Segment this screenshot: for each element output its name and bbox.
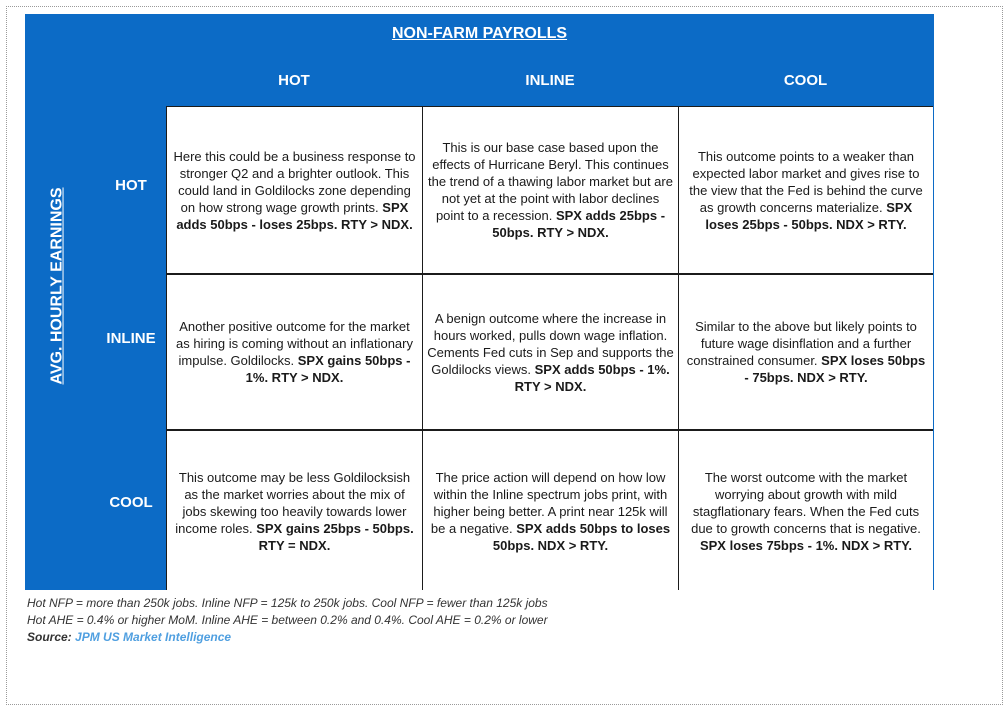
cell-text: This outcome points to a weaker than expected labor market and gives rise to the view that the Fed is behind the curve as growth concerns materialize.	[689, 148, 923, 215]
cell-cool-hot	[167, 431, 422, 592]
cell-text: The price action will depend on how low within the Inline spectrum jobs print, with higher being better. A print near 125k will be a negative.	[430, 470, 668, 536]
cell-hot-cool	[679, 107, 933, 273]
cell-inline-cool	[679, 275, 933, 429]
footnote-ahe: Hot AHE = 0.4% or higher MoM. Inline AHE = between 0.2% and 0.4%. Cool AHE = 0.2% or lower	[27, 613, 548, 627]
cell-hot-inline	[423, 107, 678, 273]
cell-text: This outcome may be less Goldilocksish as the market worries about the mix of jobs skewing too heavily towards lower income roles.	[175, 470, 411, 536]
cell-outlook: SPX adds 50bps - loses 25bps. RTY > NDX.	[176, 199, 413, 232]
column-header-inline: INLINE	[525, 72, 575, 89]
cell-text: A benign outcome where the increase in hours worked, pulls down wage inflation. Cements Fed cuts in Sep and supports the Goldilocks views.	[427, 310, 674, 377]
row-header-hot: HOT	[115, 177, 147, 194]
cell-inline-inline	[423, 275, 678, 429]
source-label: Source:	[27, 630, 72, 644]
source-line	[27, 629, 548, 646]
footnotes	[27, 595, 548, 646]
cell-outlook: SPX gains 25bps - 50bps. RTY = NDX.	[256, 521, 414, 553]
cell-cool-cool	[679, 431, 933, 592]
cell-text: This is our base case based upon the effects of Hurricane Beryl. This continues the trend of a thawing labor market but are not yet at the point with labor declines point to a recession.	[428, 140, 673, 223]
row-header-inline: INLINE	[106, 330, 156, 347]
row-axis-label-text: AVG. HOURLY EARNINGS	[49, 187, 67, 385]
column-header-hot: HOT	[278, 72, 310, 89]
scenario-grid	[166, 106, 933, 590]
cell-outlook: SPX adds 25bps - 50bps. RTY > NDX.	[492, 208, 666, 240]
source-link[interactable]: JPM US Market Intelligence	[75, 630, 232, 644]
cell-outlook: SPX loses 50bps - 75bps. NDX > RTY.	[744, 353, 926, 385]
row-axis-label	[43, 118, 73, 454]
cell-outlook: SPX adds 50bps - 1%. RTY > NDX.	[514, 361, 670, 394]
cell-text: Similar to the above but likely points to future wage disinflation and a further constrained consumer.	[686, 319, 917, 368]
cell-text: Another positive outcome for the market as hiring is coming without an inflationary impulse. Goldilocks.	[175, 319, 413, 368]
cell-text: Here this could be a business response to stronger Q2 and a brighter outlook. This could land in Goldilocks zone depending on how strong wage growth prints.	[173, 148, 416, 215]
cell-hot-hot	[167, 107, 422, 273]
cell-outlook: SPX adds 50bps to loses 50bps. NDX > RTY.	[492, 521, 671, 553]
cell-inline-hot	[167, 275, 422, 429]
cell-outlook: SPX gains 50bps - 1%. RTY > NDX.	[245, 353, 411, 385]
cell-cool-inline	[423, 431, 678, 592]
scenario-matrix	[25, 14, 934, 590]
cell-outlook: SPX loses 75bps - 1%. NDX > RTY.	[699, 538, 913, 553]
cell-text: The worst outcome with the market worrying about growth with mild stagflationary fears. When the Fed cuts due to growth concerns that is negative.	[691, 470, 921, 536]
cell-outlook: SPX loses 25bps - 50bps. NDX > RTY.	[705, 199, 913, 232]
column-header-cool: COOL	[783, 72, 828, 89]
row-header-cool: COOL	[109, 494, 153, 511]
footnote-nfp: Hot NFP = more than 250k jobs. Inline NFP = 125k to 250k jobs. Cool NFP = fewer than 125k jobs	[27, 596, 548, 610]
page-title: NON-FARM PAYROLLS	[391, 25, 568, 42]
